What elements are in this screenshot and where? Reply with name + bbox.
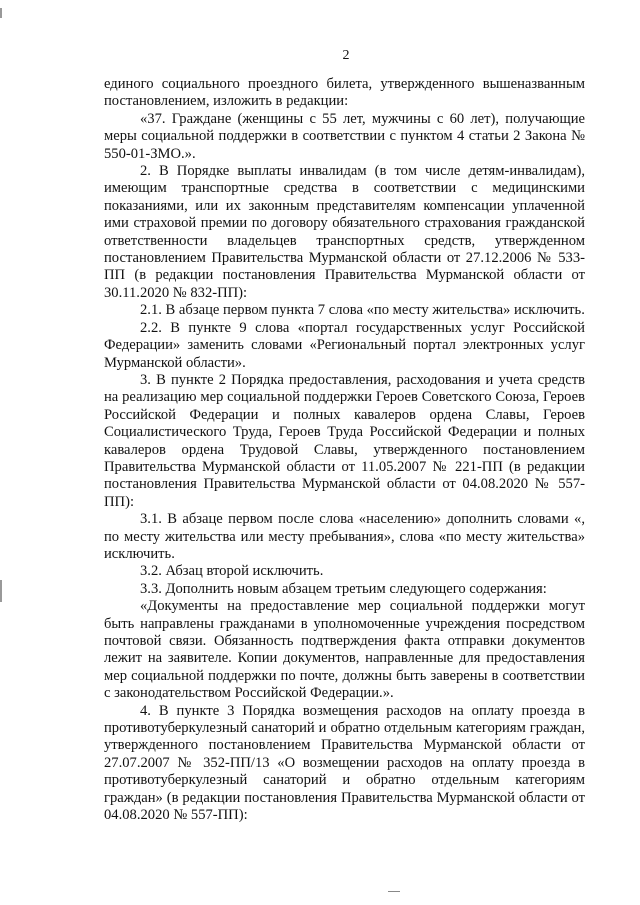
paragraph: 2.1. В абзаце первом пункта 7 слова «по месту жительства» исключить. [140, 302, 585, 319]
paragraph: 2.2. В пункте 9 слова «портал государственных услуг Российской Федерации» заменить словами «Региональный портал электронных услуг Мурманской области». [104, 319, 585, 371]
document-body [104, 76, 585, 824]
paragraph: 3. В пункте 2 Порядка предоставления, расходования и учета средств на реализацию мер социальной поддержки Героев Советского Союза, Героев Российской Федерации и полных кавалеров ордена Славы, Героев Социалистического Труда, Героев Труда Российской Федерации и полных кавалеров ордена Трудовой Славы, утвержденного постановлением Правительства Мурманской области от 11.05.2007 № 221-ПП (в редакции постановления Правительства Мурманской области от 04.08.2020 № 557-ПП): [104, 371, 585, 510]
paragraph: единого социального проездного билета, утвержденного вышеназванным постановлением, изложить в редакции: [104, 76, 585, 110]
scan-edge-mark [0, 8, 2, 18]
scan-edge-mark [0, 580, 2, 602]
paragraph: 3.3. Дополнить новым абзацем третьим следующего содержания: [140, 580, 547, 597]
paragraph: 4. В пункте 3 Порядка возмещения расходов на оплату проезда в противотуберкулезный санаторий и обратно отдельным категориям граждан, утвержденного постановлением Правительства Мурманской области от 27.07.2007 № 352-ПП/13 «О возмещении расходов на оплату проезда в противотуберкулезный санаторий и обратно отдельным категориям граждан» (в редакции постановления Правительства Мурманской области от 04.08.2020 № 557-ПП): [104, 702, 585, 824]
scan-artifact [388, 891, 400, 892]
paragraph: 2. В Порядке выплаты инвалидам (в том числе детям-инвалидам), имеющим транспортные средства в соответствии с медицинскими показаниями, или их законным представителям компенсации уплаченной ими страховой премии по договору обязательного страхования гражданской ответственности владельцев транспортных средств, утвержденном постановлением Правительства Мурманской области от 27.12.2006 № 533-ПП (в редакции постановления Правительства Мурманской области от 30.11.2020 № 832-ПП): [104, 163, 585, 301]
paragraph: «37. Граждане (женщины с 55 лет, мужчины с 60 лет), получающие меры социальной поддержки в соответствии с пунктом 4 статьи 2 Закона № 550-01-ЗМО.». [104, 110, 585, 162]
paragraph: «Документы на предоставление мер социальной поддержки могут быть направлены гражданами в уполномоченные учреждения посредством почтовой связи. Обязанность подтверждения факта отправки документов лежит на заявителе. Копии документов, направленные для предоставления мер социальной поддержки по почте, должны быть заверены в соответствии с законодательством Российской Федерации.». [104, 598, 585, 702]
page-number: 2 [342, 48, 350, 63]
paragraph: 3.2. Абзац второй исключить. [140, 563, 324, 580]
paragraph: 3.1. В абзаце первом после слова «населению» дополнить словами «, по месту жительства или месту пребывания», слова «по месту жительства» исключить. [104, 511, 585, 562]
